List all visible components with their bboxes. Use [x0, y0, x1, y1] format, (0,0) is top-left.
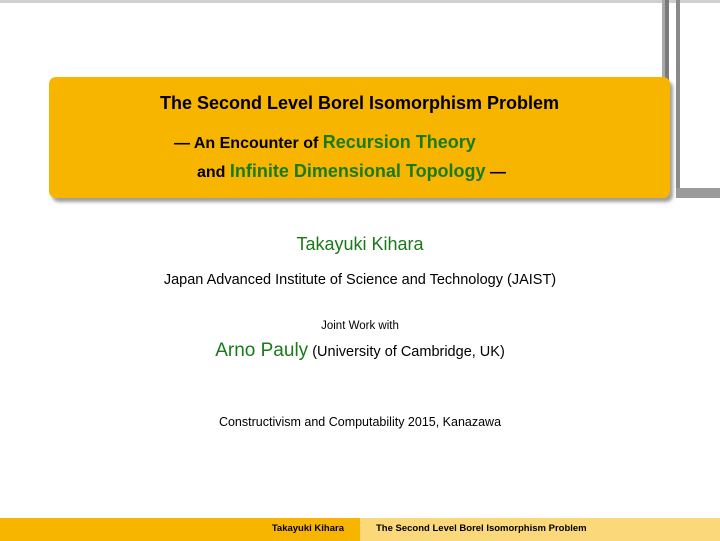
subtitle-highlight-recursion: Recursion Theory [322, 132, 476, 152]
subtitle-prefix: — An Encounter of [174, 135, 323, 152]
footer-title: The Second Level Borel Isomorphism Problem [376, 523, 587, 534]
coauthor-line [0, 340, 720, 362]
footer-author-panel [0, 518, 360, 541]
footer [0, 518, 720, 541]
decor-bar-right [676, 0, 680, 198]
decor-bar-horizontal [676, 188, 720, 198]
decor-bar-left [662, 0, 669, 82]
coauthor-affiliation: (University of Cambridge, UK) [312, 344, 505, 360]
subtitle-line-2 [197, 161, 506, 182]
author-name: Takayuki Kihara [296, 234, 424, 254]
subtitle-and: and [197, 164, 230, 181]
author-affiliation: Japan Advanced Institute of Science and Technology (JAIST) [163, 272, 557, 288]
joint-work-label: Joint Work with [321, 320, 399, 332]
title-main: The Second Level Borel Isomorphism Problem [159, 93, 560, 113]
subtitle-highlight-topology: Infinite Dimensional Topology [229, 161, 486, 181]
top-rule [0, 0, 720, 3]
subtitle-suffix: — [485, 164, 507, 181]
title-box [49, 77, 670, 198]
footer-author: Takayuki Kihara [271, 523, 344, 534]
conference-name: Constructivism and Computability 2015, Kanazawa [218, 415, 502, 429]
subtitle-line-1 [174, 132, 476, 153]
coauthor-name: Arno Pauly [215, 340, 309, 361]
